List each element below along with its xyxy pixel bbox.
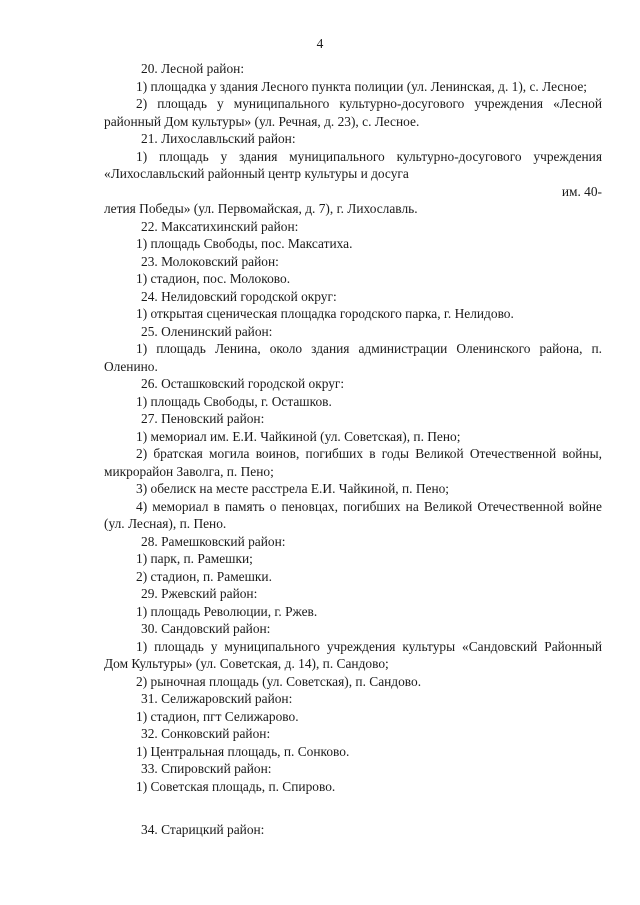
district-heading: 30. Сандовский район: <box>141 621 271 636</box>
list-item: 2) стадион, п. Рамешки. <box>136 568 272 584</box>
district-heading: 33. Спировский район: <box>141 761 272 776</box>
list-item: 1) площадь Свободы, пос. Максатиха. <box>136 236 353 251</box>
district-heading: 29. Ржевский район: <box>141 586 258 601</box>
list-item: 1) площадь у муниципального учреждения культуры «Сандовский Районный Дом Культуры» (ул. Советская, д. 14), п. Сандово; <box>104 638 602 671</box>
document-body <box>104 60 602 839</box>
district-heading: 23. Молоковский район: <box>141 253 279 269</box>
list-item: 1) площадь Ленина, около здания администрации Оленинского района, п. Оленино. <box>104 341 602 374</box>
page-number: 4 <box>316 36 324 51</box>
list-item: 1) Советская площадь, п. Спирово. <box>136 778 336 794</box>
list-item: 1) стадион, пос. Молоково. <box>136 271 291 286</box>
district-heading: 26. Осташковский городской округ: <box>141 376 345 391</box>
list-item: 1) площадь Свободы, г. Осташков. <box>136 393 332 409</box>
list-item: 1) площадь у здания муниципального культурно-досугового учреждения «Лихославльский районный центр культуры и досуга <box>104 148 602 181</box>
district-heading: 21. Лихославльский район: <box>141 131 296 146</box>
list-item: 1) парк, п. Рамешки; <box>136 551 253 566</box>
list-item: 1) открытая сценическая площадка городского парка, г. Нелидово. <box>136 306 514 321</box>
district-heading: 25. Оленинский район: <box>141 323 273 339</box>
district-heading: 22. Максатихинский район: <box>141 218 299 234</box>
list-item: 3) обелиск на месте расстрела Е.И. Чайкиной, п. Пено; <box>136 481 450 496</box>
list-item: 2) братская могила воинов, погибших в годы Великой Отечественной войны, микрорайон Заволга, п. Пено; <box>104 446 602 479</box>
district-heading: 27. Пеновский район: <box>141 411 265 426</box>
list-item: 1) Центральная площадь, п. Сонково. <box>136 743 350 759</box>
list-item-continuation: им. 40- летия Победы» (ул. Первомайская, д. 7), г. Лихославль. <box>104 183 602 216</box>
district-heading: 24. Нелидовский городской округ: <box>141 288 337 304</box>
list-item: 4) мемориал в память о пеновцах, погибших на Великой Отечественной войне (ул. Лесная), п. Пено. <box>104 498 602 531</box>
district-heading: 31. Селижаровский район: <box>141 691 293 706</box>
list-item: 2) площадь у муниципального культурно-досугового учреждения «Лесной районный Дом культуры» (ул. Речная, д. 23), с. Лесное. <box>104 96 602 129</box>
district-heading: 32. Сонковский район: <box>141 726 271 741</box>
district-heading: 20. Лесной район: <box>141 61 245 76</box>
blank-line <box>104 795 602 821</box>
district-heading: 34. Старицкий район: <box>141 822 265 837</box>
list-item: 2) рыночная площадь (ул. Советская), п. Сандово. <box>136 673 422 689</box>
list-item: 1) стадион, пгт Селижарово. <box>136 708 299 724</box>
list-item: 1) площадь Революции, г. Ржев. <box>136 603 318 619</box>
list-item: 1) мемориал им. Е.И. Чайкиной (ул. Советская), п. Пено; <box>136 428 461 444</box>
list-item: 1) площадка у здания Лесного пункта полиции (ул. Ленинская, д. 1), с. Лесное; <box>136 78 588 94</box>
district-heading: 28. Рамешковский район: <box>141 533 286 549</box>
